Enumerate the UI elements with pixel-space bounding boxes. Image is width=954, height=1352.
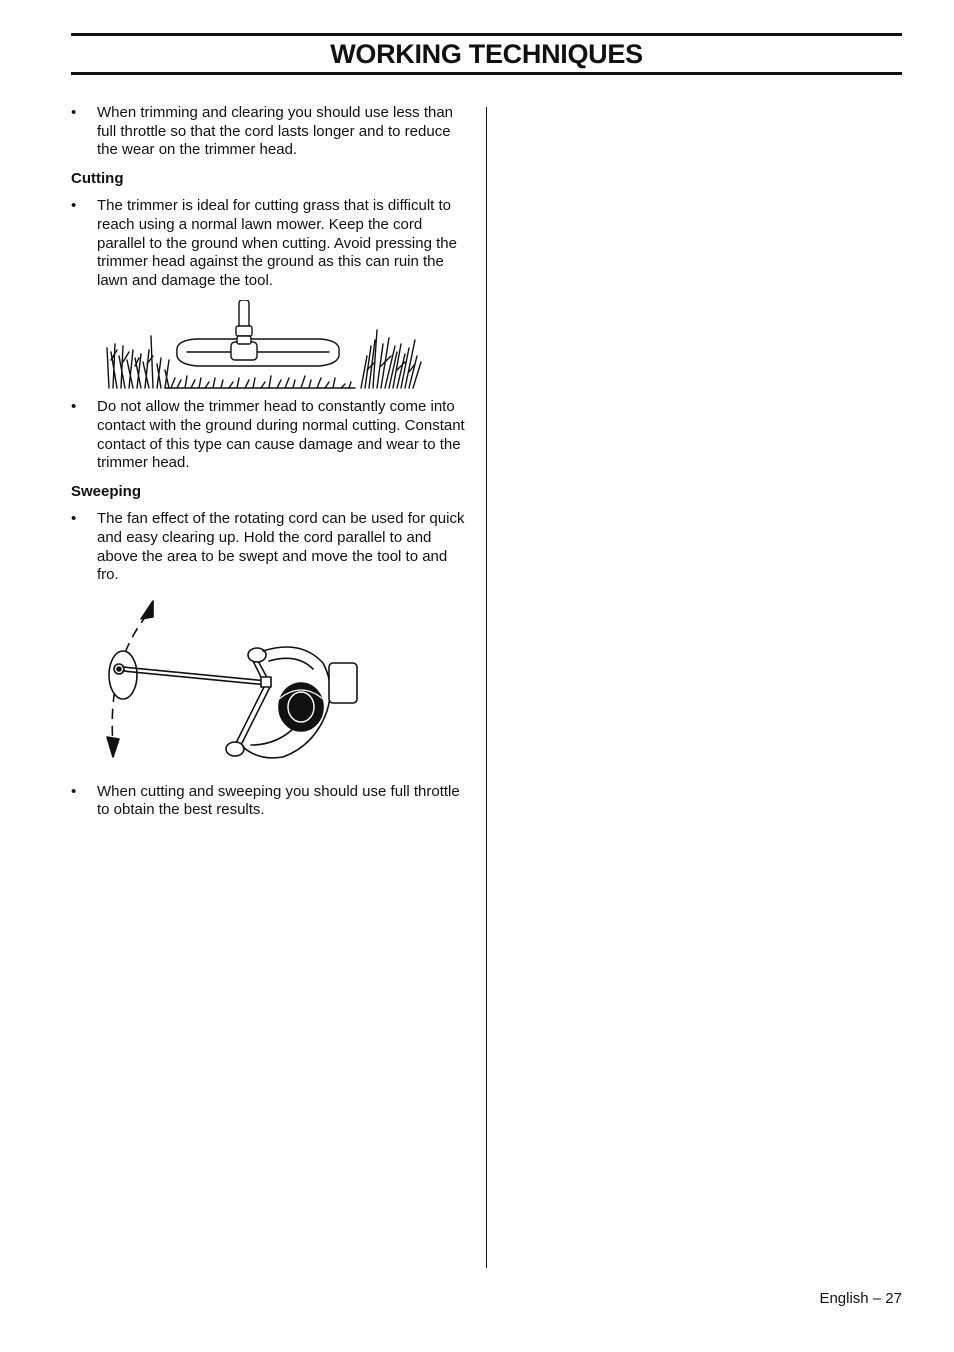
list-item	[71, 783, 471, 820]
page-footer: English – 27	[819, 1290, 902, 1307]
operator-sweeping-illustration	[101, 595, 371, 775]
page-title: WORKING TECHNIQUES	[330, 38, 643, 69]
list-item	[71, 197, 471, 290]
bullet-text: When cutting and sweeping you should use full throttle to obtain the best results.	[97, 782, 460, 819]
bullet-marker: •	[71, 104, 77, 121]
bullet-marker: •	[71, 197, 77, 215]
bullet-text: When trimming and clearing you should use less than full throttle so that the cord lasts longer and to reduce the wear on the trimmer head.	[97, 104, 454, 159]
list-item	[71, 104, 471, 160]
bullet-marker: •	[71, 782, 77, 800]
bullet-marker: •	[71, 510, 77, 528]
list-item	[71, 398, 471, 472]
bullet-text: The fan effect of the rotating cord can be used for quick and easy clearing up. Hold the cord parallel to and above the area to be swept and move the tool to and fro.	[97, 510, 465, 584]
trimmer-head-in-grass-illustration	[105, 300, 435, 392]
page-header	[71, 33, 902, 75]
left-column	[71, 104, 471, 830]
section-heading-cutting: Cutting	[71, 169, 124, 187]
column-divider	[486, 107, 487, 1268]
bullet-text: Do not allow the trimmer head to constantly come into contact with the ground during normal cutting. Constant contact of this type can cause damage and wear to the trimmer head.	[97, 398, 465, 472]
bullet-marker: •	[71, 398, 77, 416]
bullet-text: The trimmer is ideal for cutting grass that is difficult to reach using a normal lawn mower. Keep the cord parallel to the ground when cutting. Avoid pressing the trimmer head against the ground as this can ruin the lawn and damage the tool.	[97, 197, 457, 289]
section-heading-sweeping: Sweeping	[71, 482, 142, 500]
list-item	[71, 510, 471, 584]
